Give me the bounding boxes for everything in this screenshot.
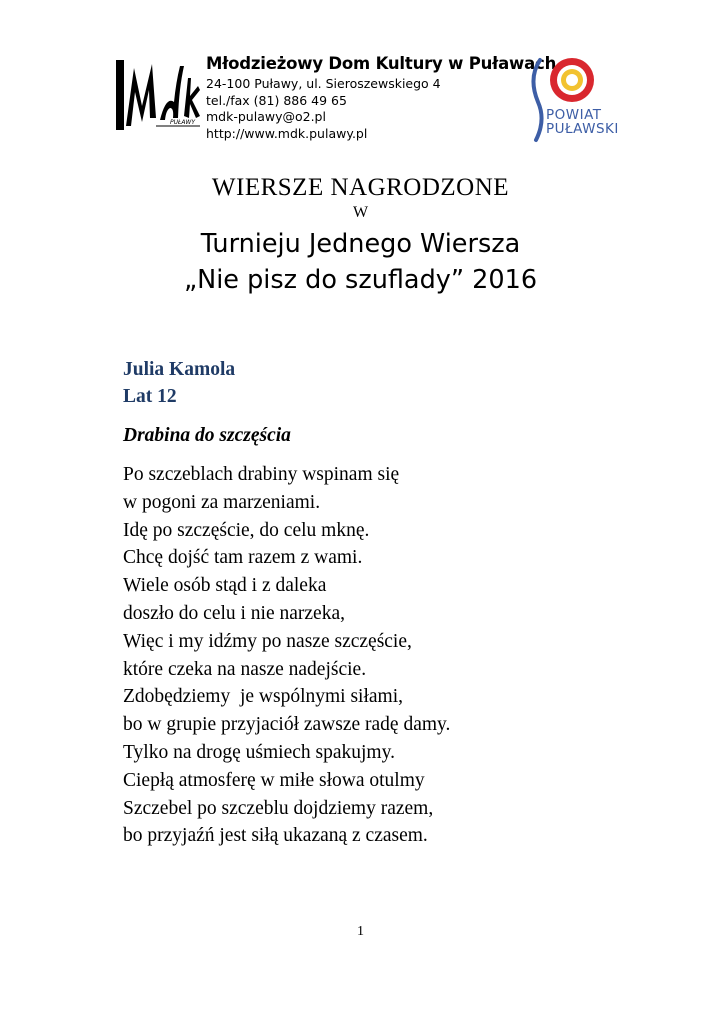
poem-line: bo przyjaźń jest siłą ukazaną z czasem. (123, 825, 428, 847)
poem-title: Drabina do szczęścia (123, 425, 291, 446)
poem-line: bo w grupie przyjaciół zawsze radę damy. (123, 714, 451, 736)
title-line-4: „Nie pisz do szuflady” 2016 (183, 265, 538, 295)
poem-line: doszło do celu i nie narzeka, (123, 602, 345, 624)
poem-body (123, 461, 450, 850)
document-title (0, 172, 721, 298)
powiat-label-line1: POWIAT (546, 107, 602, 123)
poem-line: Zdobędziemy je wspólnymi siłami, (123, 686, 403, 708)
author-age: Lat 12 (123, 386, 177, 407)
svg-text:PUŁAWY: PUŁAWY (170, 119, 195, 126)
org-phone: tel./fax (81) 886 49 65 (206, 92, 347, 108)
poem-line: Tylko na drogę uśmiech spakujmy. (123, 741, 395, 763)
poem-line: Ciepłą atmosferę w miłe słowa otulmy (123, 769, 425, 791)
author-name: Julia Kamola (123, 359, 236, 380)
author-block (123, 356, 235, 410)
page-number: 1 (357, 924, 364, 939)
poem-line: w pogoni za marzeniami. (123, 491, 321, 513)
poem-line: Wiele osób stąd i z daleka (123, 575, 327, 597)
org-website[interactable]: http://www.mdk.pulawy.pl (206, 125, 368, 141)
org-address: 24-100 Puławy, ul. Sieroszewskiego 4 (206, 76, 441, 91)
poem-line: Szczebel po szczeblu dojdziemy razem, (123, 797, 434, 819)
organization-info (206, 52, 556, 142)
mdk-logo (116, 56, 200, 132)
org-name: Młodzieżowy Dom Kultury w Puławach (206, 54, 557, 73)
letterhead (116, 52, 636, 148)
powiat-label-line2: PUŁAWSKI (546, 121, 619, 137)
poem-line: Idę po szczęście, do celu mknę. (123, 519, 370, 541)
title-line-2: W (352, 204, 369, 221)
powiat-logo (520, 54, 628, 144)
poem-line: Więc i my idźmy po nasze szczęście, (123, 630, 412, 652)
org-email[interactable]: mdk-pulawy@o2.pl (206, 109, 326, 124)
title-line-1: WIERSZE NAGRODZONE (211, 174, 510, 201)
poem-line: Chcę dojść tam razem z wami. (123, 547, 363, 569)
poem-line: Po szczeblach drabiny wspinam się (123, 464, 400, 485)
poem-line: które czeka na nasze nadejście. (123, 658, 367, 680)
title-line-3: Turnieju Jednego Wiersza (200, 229, 521, 259)
